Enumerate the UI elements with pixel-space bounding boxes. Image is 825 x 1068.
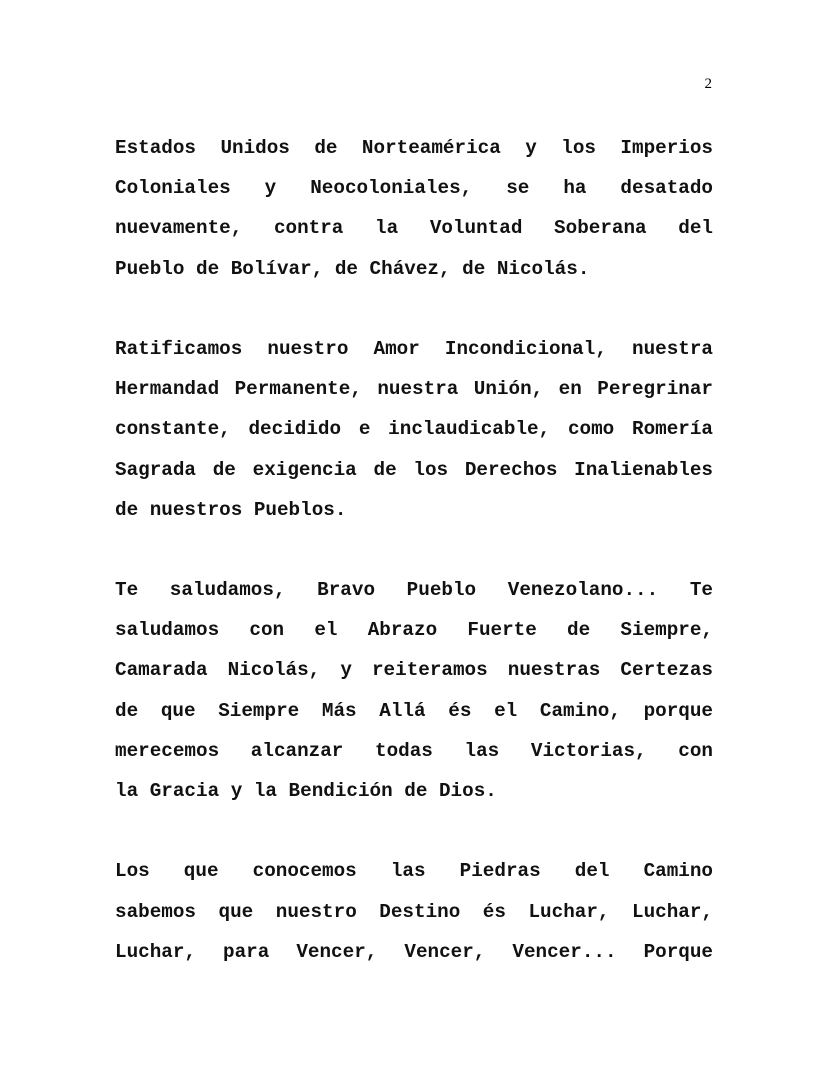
text-line: Coloniales y Neocoloniales, se ha desatado <box>115 177 713 200</box>
text-line: Camarada Nicolás, y reiteramos nuestras Certezas <box>115 659 713 682</box>
text-line: Hermandad Permanente, nuestra Unión, en Peregrinar <box>115 378 713 401</box>
paragraph-3 <box>115 570 713 811</box>
text-line: Sagrada de exigencia de los Derechos Inalienables <box>115 458 713 481</box>
text-line: Ratificamos nuestro Amor Incondicional, nuestra <box>115 337 713 360</box>
page-number: 2 <box>704 76 712 92</box>
paragraph-4 <box>115 851 713 972</box>
text-line: de nuestros Pueblos. <box>115 498 347 521</box>
text-line: Te saludamos, Bravo Pueblo Venezolano... Te <box>115 579 713 602</box>
text-line: Luchar, para Vencer, Vencer, Vencer... Porque <box>115 940 713 963</box>
paragraph-2 <box>115 329 713 530</box>
text-line: sabemos que nuestro Destino és Luchar, Luchar, <box>115 900 713 923</box>
text-line: nuevamente, contra la Voluntad Soberana del <box>115 217 713 240</box>
text-line: Pueblo de Bolívar, de Chávez, de Nicolás. <box>115 257 590 280</box>
text-line: de que Siempre Más Allá és el Camino, porque <box>115 699 713 722</box>
text-line: la Gracia y la Bendición de Dios. <box>115 780 497 802</box>
text-line: saludamos con el Abrazo Fuerte de Siempre, <box>115 619 713 642</box>
text-line: Los que conocemos las Piedras del Camino <box>115 860 713 883</box>
text-line: constante, decidido e inclaudicable, como Romería <box>115 418 713 441</box>
text-line: Estados Unidos de Norteamérica y los Imperios <box>115 137 713 159</box>
paragraph-1 <box>115 128 713 289</box>
text-line: merecemos alcanzar todas las Victorias, con <box>115 739 713 762</box>
document-body <box>115 128 713 1012</box>
